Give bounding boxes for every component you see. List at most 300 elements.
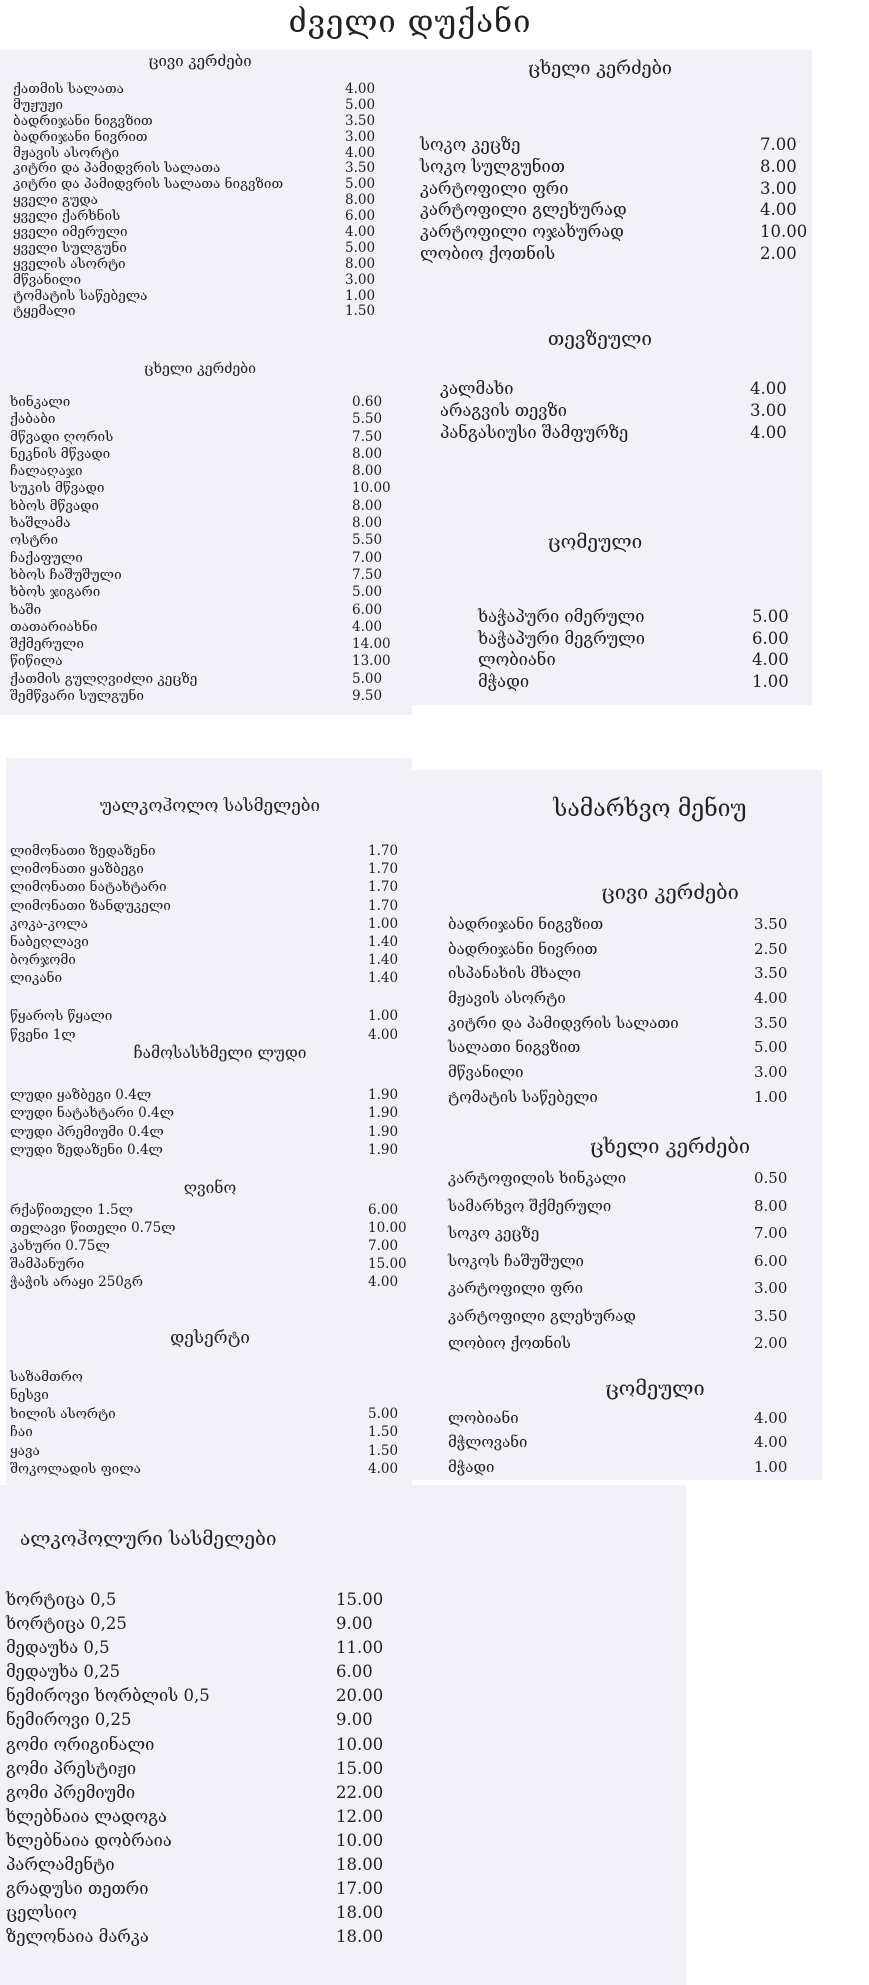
- desserts-list: [10, 1368, 428, 1478]
- menu-item: [10, 842, 428, 860]
- menu-item: [10, 671, 412, 688]
- menu-item-name: ლუდი პრემიუმი 0.4ლ: [10, 1123, 164, 1140]
- menu-item-price: 7.00: [352, 549, 383, 566]
- fish-heading: თევზეული: [547, 328, 653, 350]
- menu-item-price: 0.50: [754, 1169, 788, 1187]
- menu-item-name: სუკის მწვადი: [10, 480, 105, 497]
- menu-item-price: 9.50: [352, 688, 383, 705]
- menu-item-price: 20.00: [336, 1686, 384, 1706]
- menu-item-name: საზამთრო: [10, 1369, 83, 1385]
- menu-item-price: 7.00: [368, 1238, 399, 1254]
- menu-item: [448, 1060, 814, 1085]
- menu-item-price: 3.00: [750, 401, 787, 420]
- menu-item-price: 1.40: [368, 970, 399, 987]
- menu-item-name: ტყემალი: [13, 303, 76, 320]
- menu-item-name: ყავა: [10, 1442, 40, 1459]
- menu-item-price: 1.40: [368, 933, 399, 950]
- menu-item: [10, 567, 412, 584]
- menu-item: [10, 498, 412, 515]
- menu-item: [13, 146, 405, 162]
- menu-item-price: 0.60: [352, 394, 383, 410]
- menu-item-price: 6.00: [752, 628, 789, 648]
- menu-item-name: ყველი ქარხნის: [13, 208, 121, 225]
- menu-item-name: კალმახი: [440, 379, 514, 398]
- menu-item: [420, 156, 820, 178]
- menu-item: [448, 1085, 814, 1110]
- menu-item-price: 1.70: [368, 861, 399, 878]
- menu-item-name: კარტოფილი ფრი: [420, 178, 569, 198]
- menu-item-name: შემწვარი სულგუნი: [10, 688, 144, 705]
- menu-item-name: სოკო კეცზე: [420, 135, 521, 154]
- menu-item-name: ლიკანი: [10, 970, 63, 987]
- menu-item-name: კარტოფილი გლეხურად: [448, 1306, 636, 1325]
- menu-item-name: ქათმის გულღვიძლი კეცზე: [10, 670, 198, 687]
- menu-item-price: 6.00: [352, 601, 383, 618]
- menu-item: [448, 986, 814, 1011]
- menu-item-name: მჭადი: [448, 1457, 495, 1476]
- menu-item: [13, 98, 405, 114]
- menu-item-price: 4.00: [345, 144, 376, 161]
- menu-item: [13, 114, 405, 130]
- menu-item-name: ხაჭაპური მეგრული: [478, 628, 645, 648]
- menu-item-name: ლობიანი: [478, 650, 556, 670]
- water-list: [10, 1007, 428, 1044]
- menu-item-price: 1.90: [368, 1105, 399, 1122]
- lenten-dough-list: [448, 1406, 814, 1479]
- menu-item-price: 15.00: [336, 1590, 384, 1609]
- menu-item: [10, 951, 428, 969]
- menu-item-name: ლუდი ყაზბეგი 0.4ლ: [10, 1087, 152, 1103]
- menu-item: [10, 969, 428, 987]
- menu-item-name: შქმერული: [10, 636, 84, 653]
- menu-item-name: კიტრი და პამიდვრის სალათა: [13, 160, 221, 177]
- menu-item-name: ცელსიო: [6, 1903, 77, 1923]
- menu-item-price: 15.00: [336, 1758, 384, 1778]
- menu-item: [10, 394, 412, 411]
- menu-item: [10, 550, 412, 567]
- menu-item-name: ლობიანი: [448, 1409, 519, 1427]
- menu-item: [13, 193, 405, 209]
- wine-heading: ღვინო: [183, 1179, 237, 1197]
- menu-item-name: ყველი იმერული: [13, 224, 128, 241]
- menu-item-name: ჩაი: [10, 1424, 33, 1441]
- menu-item-name: წყაროს წყალი: [10, 1008, 113, 1024]
- menu-item-price: 18.00: [336, 1903, 384, 1923]
- menu-item-name: ბადრიჯანი ნივრით: [13, 128, 148, 145]
- menu-item: [448, 1303, 814, 1331]
- menu-item: [6, 1588, 396, 1612]
- menu-item-name: ლიმონათი ყაზბეგი: [10, 861, 144, 878]
- menu-item: [10, 1273, 428, 1291]
- menu-item-name: ხბოს ჩაშუშული: [10, 566, 122, 583]
- menu-item: [10, 1442, 428, 1460]
- menu-item-name: ქათმის სალათა: [13, 81, 124, 97]
- menu-item-price: 10.00: [336, 1734, 384, 1754]
- menu-item-name: თელავი წითელი 0.75ლ: [10, 1220, 176, 1236]
- menu-item: [478, 671, 812, 693]
- lenten-cold-heading: ცივი კერძები: [601, 880, 739, 904]
- menu-item-name: კიტრი და პამიდვრის სალათი: [448, 1013, 679, 1032]
- menu-item-price: 8.00: [352, 515, 383, 532]
- menu-item-price: 3.50: [754, 1306, 788, 1325]
- menu-item-price: 3.00: [754, 1279, 788, 1297]
- menu-item-name: ბადრიჯანი ნივრით: [448, 939, 598, 958]
- menu-item: [13, 273, 405, 289]
- menu-item-name: ლუდი ნატახტარი 0.4ლ: [10, 1105, 175, 1122]
- menu-item-price: 7.50: [352, 566, 383, 583]
- menu-item: [6, 1805, 396, 1829]
- menu-item-name: ხბოს ჯიგარი: [10, 584, 101, 601]
- menu-item: [10, 878, 428, 896]
- menu-item-name: მჟავის ასორტი: [448, 989, 566, 1008]
- menu-item-price: 5.00: [345, 239, 376, 256]
- menu-item-name: ლობიო ქოთნის: [420, 243, 556, 263]
- menu-item-price: 11.00: [336, 1638, 384, 1658]
- menu-item-price: 5.00: [352, 670, 383, 687]
- menu-item-price: 3.50: [754, 964, 788, 983]
- menu-item-price: 3.00: [345, 271, 376, 288]
- menu-item-price: 7.00: [754, 1224, 788, 1242]
- menu-item-price: 3.50: [754, 915, 788, 933]
- menu-item: [420, 221, 820, 243]
- menu-item: [10, 1423, 428, 1441]
- menu-item-price: 1.00: [345, 287, 376, 304]
- menu-item: [10, 584, 412, 601]
- menu-item: [10, 1141, 428, 1159]
- menu-item-name: მწვანილი: [13, 271, 81, 288]
- menu-item-name: ლობიო ქოთნის: [448, 1334, 571, 1352]
- menu-item-price: 4.00: [352, 618, 383, 635]
- menu-item-name: ხლებნაია დობრაია: [6, 1830, 172, 1850]
- menu-item-name: გომი პრემიუმი: [6, 1782, 136, 1802]
- menu-item: [448, 1406, 814, 1430]
- menu-item-name: ჭაჭის არაყი 250გრ: [10, 1274, 143, 1290]
- menu-item-price: 15.00: [368, 1256, 407, 1272]
- alcohol-list: [6, 1588, 396, 1949]
- menu-item: [10, 897, 428, 915]
- menu-item: [10, 463, 412, 480]
- menu-item-name: მჟავის ასორტი: [13, 144, 120, 161]
- menu-item: [13, 241, 405, 257]
- menu-item-price: 8.00: [345, 255, 376, 272]
- menu-item: [448, 1455, 814, 1479]
- menu-item: [448, 961, 814, 986]
- menu-item: [420, 134, 820, 156]
- menu-item-price: 22.00: [336, 1782, 384, 1802]
- lenten-menu-heading: სამარხვო მენიუ: [553, 796, 747, 822]
- menu-item-price: 4.00: [368, 1026, 399, 1043]
- menu-item-name: წვენი 1ლ: [10, 1026, 76, 1043]
- menu-item: [10, 446, 412, 463]
- menu-item: [10, 1386, 428, 1404]
- dough-heading: ცომეული: [547, 531, 643, 553]
- menu-item-price: 1.00: [368, 1008, 399, 1024]
- menu-item-price: 8.00: [352, 497, 383, 514]
- menu-item: [448, 1193, 814, 1221]
- alcohol-heading: ალკოჰოლური სასმელები: [20, 1528, 277, 1550]
- menu-item: [6, 1877, 396, 1901]
- menu-item: [448, 912, 814, 937]
- lenten-dough-heading: ცომეული: [605, 1376, 705, 1400]
- menu-item: [13, 130, 405, 146]
- menu-item: [6, 1901, 396, 1925]
- menu-item-name: მწვადი ღორის: [10, 428, 114, 445]
- menu-item-name: გომი პრესტიჟი: [6, 1758, 137, 1778]
- menu-item: [420, 178, 820, 200]
- menu-item: [448, 1330, 814, 1358]
- menu-item-name: თათარიახნი: [10, 618, 98, 635]
- menu-item: [10, 1237, 428, 1255]
- lenten-hot-heading: ცხელი კერძები: [589, 1134, 751, 1158]
- menu-item: [10, 411, 412, 428]
- menu-item: [448, 1275, 814, 1303]
- menu-item: [420, 199, 820, 221]
- menu-item-name: ხორტიცა 0,25: [6, 1614, 127, 1634]
- menu-item: [10, 1219, 428, 1237]
- menu-item-name: ნაბეღლავი: [10, 933, 89, 950]
- menu-item-price: 4.00: [750, 423, 787, 442]
- menu-item: [10, 532, 412, 549]
- menu-item: [440, 422, 810, 444]
- menu-item: [10, 688, 412, 705]
- menu-item-name: პანგასიუსი შამფურზე: [440, 423, 629, 442]
- menu-item-price: 1.90: [368, 1123, 399, 1140]
- menu-item: [448, 1035, 814, 1060]
- menu-item-price: 1.90: [368, 1087, 399, 1103]
- menu-item-price: 4.00: [345, 81, 376, 97]
- menu-item-name: ისპანახის მხალი: [448, 964, 581, 983]
- menu-item-name: შოკოლადის ფილა: [10, 1460, 141, 1477]
- menu-item-price: 4.00: [345, 224, 376, 241]
- menu-item: [6, 1660, 396, 1684]
- menu-item: [10, 933, 428, 951]
- menu-item: [478, 606, 812, 628]
- menu-item: [13, 209, 405, 225]
- menu-item-name: მჭადი: [478, 672, 530, 692]
- menu-item-name: კარტოფილი ფრი: [448, 1279, 583, 1297]
- menu-item: [10, 1026, 428, 1045]
- menu-item: [6, 1757, 396, 1781]
- dough-list: [478, 606, 812, 693]
- menu-item-price: 5.00: [345, 96, 376, 113]
- cold-dishes-list: [13, 82, 405, 320]
- hot-dishes-right-heading: ცხელი კერძები: [527, 58, 673, 79]
- menu-item-name: მედაუხა 0,5: [6, 1638, 110, 1658]
- menu-item-price: 2.50: [754, 939, 788, 958]
- menu-item: [13, 177, 405, 193]
- menu-item-name: ნემიროვი ხორბლის 0,5: [6, 1686, 210, 1706]
- fish-list: [440, 378, 810, 444]
- menu-item: [448, 1220, 814, 1248]
- menu-item-price: 7.00: [760, 135, 797, 154]
- menu-item-price: 9.00: [336, 1614, 373, 1634]
- menu-item-price: 10.00: [352, 480, 391, 497]
- menu-item-price: 5.00: [352, 584, 383, 601]
- menu-item: [6, 1925, 396, 1949]
- menu-item-name: ნესვი: [10, 1387, 49, 1404]
- menu-item: [10, 1086, 428, 1104]
- menu-item-name: არაგვის თევზი: [440, 401, 567, 420]
- menu-item-name: ხინკალი: [10, 394, 71, 410]
- menu-item-name: ჩალაღაჯი: [10, 463, 83, 480]
- menu-item: [10, 860, 428, 878]
- soft-drinks-list: [10, 842, 428, 988]
- menu-item: [10, 1405, 428, 1423]
- menu-item-price: 1.40: [368, 952, 399, 969]
- menu-item-price: 10.00: [336, 1830, 384, 1850]
- menu-item: [448, 1165, 814, 1193]
- menu-item-name: ლიმონათი ნატახტარი: [10, 879, 167, 896]
- menu-item-price: 3.00: [754, 1063, 788, 1082]
- menu-item: [10, 1201, 428, 1219]
- menu-item: [10, 480, 412, 497]
- menu-item-name: სოკო სულგუნით: [420, 156, 565, 176]
- panel-mid-right: [412, 770, 822, 1480]
- menu-item-price: 1.90: [368, 1141, 399, 1158]
- menu-item-price: 4.00: [754, 1433, 788, 1452]
- menu-item: [440, 378, 810, 400]
- menu-item-price: 5.00: [752, 607, 789, 626]
- menu-item-price: 8.00: [760, 156, 797, 176]
- menu-item-price: 5.00: [368, 1405, 399, 1422]
- menu-item-price: 17.00: [336, 1879, 384, 1899]
- menu-item-price: 8.00: [352, 463, 383, 480]
- menu-item-name: კარტოფილის ხინკალი: [448, 1169, 627, 1187]
- menu-item-price: 1.50: [368, 1424, 399, 1441]
- menu-item-price: 8.00: [352, 445, 383, 462]
- menu-item-name: სოკოს ჩაშუშული: [448, 1251, 584, 1270]
- menu-item-name: ნეკნის მწვადი: [10, 445, 111, 462]
- menu-item-price: 8.00: [754, 1196, 788, 1215]
- menu-item-price: 4.00: [754, 989, 788, 1008]
- menu-item-price: 2.00: [754, 1334, 788, 1352]
- menu-item-name: ლიმონათი ზანდუკელი: [10, 897, 171, 914]
- draft-beer-heading: ჩამოსასხმელი ლუდი: [133, 1044, 307, 1062]
- desserts-heading: დესერტი: [170, 1328, 250, 1348]
- menu-item: [448, 1011, 814, 1036]
- restaurant-title: ძველი დუქანი: [288, 4, 532, 40]
- menu-item-price: 14.00: [352, 636, 391, 653]
- menu-item: [10, 1255, 428, 1273]
- menu-item-name: გომი ორიგინალი: [6, 1734, 155, 1754]
- menu-item-name: ყველის ასორტი: [13, 255, 126, 272]
- menu-item-price: 3.00: [760, 178, 797, 198]
- menu-item-price: 1.00: [754, 1087, 788, 1106]
- menu-item: [420, 243, 820, 265]
- lenten-cold-list: [448, 912, 814, 1110]
- menu-item-price: 10.00: [760, 222, 808, 242]
- menu-item-name: ზელონაია მარკა: [6, 1927, 149, 1947]
- menu-item-name: მწვანილი: [448, 1063, 524, 1082]
- menu-item: [13, 257, 405, 273]
- soft-drinks-heading: უალკოჰოლო სასმელები: [99, 796, 320, 816]
- hot-dishes-heading: ცხელი კერძები: [143, 361, 257, 377]
- menu-item-name: ნემიროვი 0,25: [6, 1710, 132, 1730]
- menu-item: [10, 653, 412, 670]
- menu-item: [13, 304, 405, 320]
- hot-dishes-right-list: [420, 134, 820, 265]
- menu-item: [478, 628, 812, 650]
- menu-item-name: ხორტიცა 0,5: [6, 1590, 117, 1609]
- menu-item: [13, 161, 405, 177]
- menu-item: [448, 937, 814, 962]
- menu-item-name: მუჟუჟი: [13, 96, 63, 113]
- menu-item-price: 5.00: [345, 176, 376, 193]
- menu-item-price: 18.00: [336, 1927, 384, 1947]
- menu-item-price: 6.00: [336, 1662, 373, 1682]
- menu-item-name: გრადუსი თეთრი: [6, 1879, 149, 1899]
- menu-item-name: პარლამენტი: [6, 1855, 115, 1875]
- menu-item-price: 4.00: [760, 200, 797, 220]
- menu-item: [10, 515, 412, 532]
- menu-item-name: ხაშლამა: [10, 515, 71, 532]
- menu-item-price: 6.00: [345, 208, 376, 225]
- menu-item-name: ხაჭაპური იმერული: [478, 607, 645, 626]
- menu-item: [478, 649, 812, 671]
- menu-item: [6, 1733, 396, 1757]
- menu-item-name: ხბოს მწვადი: [10, 497, 99, 514]
- wine-list: [10, 1201, 428, 1291]
- hot-dishes-list: [10, 394, 412, 705]
- menu-item-price: 2.00: [760, 243, 797, 263]
- menu-item: [6, 1829, 396, 1853]
- menu-item-price: 3.50: [754, 1013, 788, 1032]
- menu-item-price: 1.50: [345, 303, 376, 320]
- menu-item: [10, 915, 428, 933]
- lenten-hot-list: [448, 1165, 814, 1358]
- menu-item-price: 6.00: [754, 1251, 788, 1270]
- menu-item-name: კარტოფილი ოჯახურად: [420, 222, 624, 242]
- menu-item-name: ბორჯომი: [10, 952, 76, 969]
- menu-item-name: სოკო კეცზე: [448, 1224, 540, 1242]
- menu-item-price: 1.70: [368, 897, 399, 914]
- menu-item-name: ტომატის საწებელი: [448, 1087, 598, 1106]
- menu-item-name: მჭლოვანი: [448, 1433, 528, 1452]
- menu-item-price: 1.00: [754, 1457, 788, 1476]
- menu-item: [6, 1853, 396, 1877]
- menu-item-price: 3.50: [345, 112, 376, 129]
- menu-item: [10, 1104, 428, 1122]
- menu-item: [13, 289, 405, 305]
- menu-item-price: 6.00: [368, 1202, 399, 1218]
- menu-item: [10, 602, 412, 619]
- menu-item-price: 8.00: [345, 192, 376, 209]
- menu-item-price: 4.00: [368, 1274, 399, 1290]
- menu-item: [6, 1636, 396, 1660]
- menu-item: [10, 619, 412, 636]
- menu-item-name: ბადრიჯანი ნიგვზით: [448, 915, 604, 933]
- menu-item-name: ბადრიჯანი ნიგვზით: [13, 112, 153, 129]
- menu-item: [10, 1460, 428, 1478]
- menu-item: [448, 1430, 814, 1454]
- menu-item-price: 3.00: [345, 128, 376, 145]
- menu-item-name: ქაბაბი: [10, 411, 56, 428]
- menu-item-name: ხაში: [10, 601, 42, 618]
- menu-item-price: 4.00: [368, 1460, 399, 1477]
- menu-item-name: ლუდი ზედაზენი 0.4ლ: [10, 1141, 163, 1158]
- menu-item-name: ტომატის საწებელა: [13, 287, 148, 304]
- draft-beer-list: [10, 1086, 428, 1159]
- menu-item: [6, 1708, 396, 1732]
- menu-item-name: კოკა-კოლა: [10, 915, 88, 932]
- menu-item-name: ყველი გუდა: [13, 192, 98, 209]
- menu-item: [10, 1007, 428, 1026]
- cold-dishes-heading: ცივი კერძები: [148, 52, 252, 70]
- menu-item-name: ყველი სულგუნი: [13, 239, 127, 256]
- menu-item: [6, 1781, 396, 1805]
- menu-item: [6, 1612, 396, 1636]
- menu-item-name: მედაუხა 0,25: [6, 1662, 121, 1682]
